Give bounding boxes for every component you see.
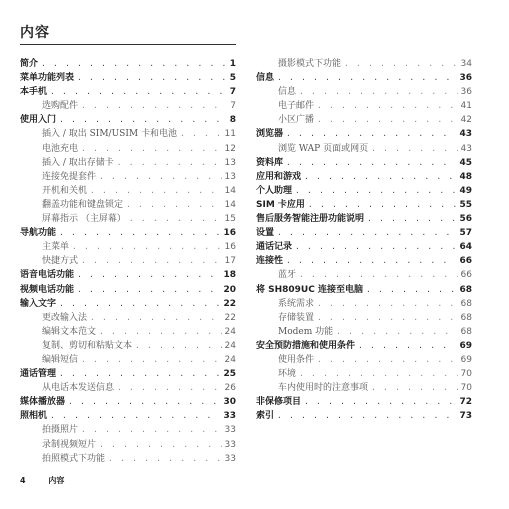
toc-entry-section[interactable] xyxy=(20,170,236,184)
toc-page-number: 14 xyxy=(224,199,236,210)
toc-entry-title: 照相机 xyxy=(20,411,48,422)
toc-dot-leader xyxy=(304,395,456,409)
toc-page-number: 69 xyxy=(459,340,472,351)
toc-dot-leader xyxy=(317,353,458,367)
toc-dot-leader xyxy=(295,240,456,254)
toc-entry-title: 插入 / 取出 SIM/USIM 卡和电池 xyxy=(42,129,177,140)
toc-entry-title: 应用和游戏 xyxy=(256,171,302,182)
toc-dot-leader xyxy=(59,297,220,311)
toc-entry-title: 环境 xyxy=(278,369,297,380)
toc-entry-chapter[interactable] xyxy=(256,240,472,254)
toc-dot-leader xyxy=(277,226,456,240)
toc-entry-section[interactable] xyxy=(256,311,472,325)
toc-entry-chapter[interactable] xyxy=(256,212,472,226)
toc-entry-title: 电子邮件 xyxy=(278,101,315,112)
toc-entry-title: 连接免提套件 xyxy=(42,171,97,182)
toc-entry-section[interactable] xyxy=(20,240,236,254)
toc-entry-section[interactable] xyxy=(20,353,236,367)
toc-page-number: 24 xyxy=(224,326,236,337)
toc-entry-title: 媒体播放器 xyxy=(20,397,66,408)
toc-entry-chapter[interactable] xyxy=(256,184,472,198)
toc-entry-title: 个人助理 xyxy=(256,185,293,196)
toc-entry-section[interactable] xyxy=(20,142,236,156)
toc-entry-chapter[interactable] xyxy=(20,85,236,99)
toc-entry-section[interactable] xyxy=(20,423,236,437)
toc-entry-chapter[interactable] xyxy=(256,339,472,353)
toc-dot-leader xyxy=(317,99,458,113)
toc-dot-leader xyxy=(317,113,458,127)
toc-entry-section[interactable] xyxy=(256,268,472,282)
toc-page-number: 20 xyxy=(223,284,236,295)
toc-entry-section[interactable] xyxy=(256,325,472,339)
toc-entry-title: 设置 xyxy=(256,228,275,239)
toc-dot-leader xyxy=(129,212,222,226)
toc-page-number: 16 xyxy=(223,228,236,239)
toc-entry-section[interactable] xyxy=(20,127,236,141)
toc-dot-leader xyxy=(72,240,222,254)
toc-entry-section[interactable] xyxy=(256,353,472,367)
toc-entry-title: 本手机 xyxy=(20,87,48,98)
toc-page-number: 68 xyxy=(460,298,472,309)
toc-page-number: 57 xyxy=(459,228,472,239)
toc-entry-title: 存储装置 xyxy=(278,312,315,323)
toc-page-number: 68 xyxy=(460,312,472,323)
toc-dot-leader xyxy=(59,113,227,127)
toc-entry-section[interactable] xyxy=(256,142,472,156)
toc-dot-leader xyxy=(81,99,227,113)
toc-page-number: 1 xyxy=(229,59,236,69)
toc-page-number: 22 xyxy=(223,298,236,309)
toc-dot-leader xyxy=(99,170,222,184)
toc-entry-chapter[interactable] xyxy=(20,226,236,240)
toc-page-number: 26 xyxy=(224,383,236,394)
toc-page-number: 33 xyxy=(224,439,236,450)
toc-page-number: 48 xyxy=(459,171,472,182)
toc-entry-section[interactable] xyxy=(20,325,236,339)
toc-dot-leader xyxy=(277,71,456,85)
toc-entry-title: 复制、剪切和粘贴文本 xyxy=(42,340,133,351)
page-footer xyxy=(20,475,84,486)
toc-page-number: 18 xyxy=(223,270,236,281)
toc-dot-leader xyxy=(304,170,456,184)
toc-entry-section[interactable] xyxy=(20,381,236,395)
toc-entry-title: 编辑文本范文 xyxy=(42,326,97,337)
toc-entry-title: 输入文字 xyxy=(20,298,57,309)
toc-entry-title: 资料库 xyxy=(256,157,284,168)
toc-entry-title: 浏览 WAP 页面或网页 xyxy=(278,143,369,154)
toc-dot-leader xyxy=(295,184,456,198)
toc-entry-title: 通话记录 xyxy=(256,242,293,253)
footer-page-number: 4 xyxy=(20,476,26,485)
toc-entry-chapter[interactable] xyxy=(20,268,236,282)
toc-entry-section[interactable] xyxy=(256,113,472,127)
toc-dot-leader xyxy=(99,438,222,452)
toc-entry-chapter[interactable] xyxy=(256,254,472,268)
toc-entry-chapter[interactable] xyxy=(256,71,472,85)
toc-page-number: 34 xyxy=(460,59,472,69)
toc-page-number: 41 xyxy=(460,101,472,112)
toc-entry-chapter[interactable] xyxy=(256,170,472,184)
toc-page-number: 56 xyxy=(459,214,472,225)
toc-page-number: 33 xyxy=(224,425,236,436)
toc-entry-section[interactable] xyxy=(20,339,236,353)
toc-page-number: 24 xyxy=(224,340,236,351)
toc-page-number: 13 xyxy=(224,171,236,182)
toc-dot-leader xyxy=(77,71,227,85)
toc-entry-chapter[interactable] xyxy=(256,395,472,409)
toc-entry-title: SIM 卡应用 xyxy=(256,199,305,210)
toc-entry-title: 通话管理 xyxy=(20,369,57,380)
toc-dot-leader xyxy=(299,85,458,99)
footer-section-label: 内容 xyxy=(48,476,65,485)
toc-page-number: 68 xyxy=(460,326,472,337)
toc-dot-leader xyxy=(371,381,458,395)
toc-dot-leader xyxy=(90,311,222,325)
toc-entry-title: 开机和关机 xyxy=(42,185,88,196)
toc-page-number: 64 xyxy=(459,242,472,253)
toc-entry-title: 主菜单 xyxy=(42,242,70,253)
toc-page-number: 66 xyxy=(460,270,472,281)
toc-entry-title: 系统需求 xyxy=(278,298,315,309)
toc-dot-leader xyxy=(77,268,220,282)
toc-page-number: 49 xyxy=(459,185,472,196)
toc-entry-section[interactable] xyxy=(256,85,472,99)
toc-entry-title: 将 SH809UC 连接至电脑 xyxy=(256,284,363,295)
toc-entry-chapter[interactable] xyxy=(256,156,472,170)
toc-entry-title: 从电话本发送信息 xyxy=(42,383,115,394)
toc-entry-title: 菜单功能列表 xyxy=(20,73,75,84)
toc-dot-leader xyxy=(81,353,222,367)
toc-entry-title: 语音电话功能 xyxy=(20,270,75,281)
toc-entry-title: 翻盖功能和键盘锁定 xyxy=(42,199,124,210)
toc-page-number: 16 xyxy=(224,242,236,253)
toc-dot-leader xyxy=(180,127,222,141)
toc-entry-section[interactable] xyxy=(20,254,236,268)
toc-entry-title: 编辑短信 xyxy=(42,354,79,365)
toc-dot-leader xyxy=(367,212,456,226)
toc-page-number: 43 xyxy=(459,129,472,140)
toc-entry-title: 摄影模式下功能 xyxy=(278,59,342,69)
toc-page-number: 55 xyxy=(459,199,472,210)
toc-column-left xyxy=(20,57,236,466)
toc-dot-leader xyxy=(59,226,220,240)
toc-page-number: 13 xyxy=(224,157,236,168)
toc-entry-title: 简介 xyxy=(20,59,39,69)
toc-page-number: 33 xyxy=(224,453,236,464)
toc-entry-title: 车内使用时的注意事项 xyxy=(278,383,369,394)
toc-dot-leader xyxy=(117,381,222,395)
toc-page-number: 69 xyxy=(460,354,472,365)
toc-page-number: 70 xyxy=(460,369,472,380)
toc-entry-chapter[interactable] xyxy=(256,226,472,240)
toc-entry-chapter[interactable] xyxy=(20,57,236,71)
toc-dot-leader xyxy=(117,156,222,170)
toc-entry-title: 使用条件 xyxy=(278,354,315,365)
toc-entry-chapter[interactable] xyxy=(20,71,236,85)
toc-entry-section[interactable] xyxy=(20,452,236,466)
toc-entry-section[interactable] xyxy=(256,99,472,113)
toc-dot-leader xyxy=(126,198,222,212)
toc-entry-section[interactable] xyxy=(256,367,472,381)
toc-dot-leader xyxy=(277,409,456,423)
toc-entry-title: 更改输入法 xyxy=(42,312,88,323)
toc-page-number: 72 xyxy=(459,397,472,408)
toc-dot-leader xyxy=(344,57,458,71)
toc-page-number: 25 xyxy=(223,369,236,380)
toc-entry-title: 快捷方式 xyxy=(42,256,79,267)
toc-page-number: 33 xyxy=(223,411,236,422)
toc-dot-leader xyxy=(358,339,456,353)
toc-entry-section[interactable] xyxy=(20,99,236,113)
toc-entry-chapter[interactable] xyxy=(256,198,472,212)
toc-page-number: 14 xyxy=(224,185,236,196)
toc-dot-leader xyxy=(90,184,222,198)
toc-entry-section[interactable] xyxy=(20,156,236,170)
toc-page-number: 36 xyxy=(460,87,472,98)
toc-dot-leader xyxy=(371,142,457,156)
toc-column-right xyxy=(256,57,472,423)
toc-page-number: 30 xyxy=(223,397,236,408)
toc-entry-section[interactable] xyxy=(256,297,472,311)
toc-page-number: 11 xyxy=(224,129,236,140)
title-divider xyxy=(20,44,236,45)
toc-dot-leader xyxy=(317,311,458,325)
toc-dot-leader xyxy=(50,409,220,423)
toc-dot-leader xyxy=(366,283,456,297)
toc-entry-chapter[interactable] xyxy=(20,283,236,297)
toc-page-number: 66 xyxy=(459,256,472,267)
toc-entry-section[interactable] xyxy=(256,57,472,71)
toc-page-number: 42 xyxy=(460,115,472,126)
toc-page-number: 17 xyxy=(224,256,236,267)
toc-entry-chapter[interactable] xyxy=(20,367,236,381)
toc-entry-title: 索引 xyxy=(256,411,275,422)
toc-dot-leader xyxy=(317,297,458,311)
toc-page-number: 15 xyxy=(224,214,236,225)
toc-entry-title: 蓝牙 xyxy=(278,270,297,281)
toc-dot-leader xyxy=(81,423,222,437)
toc-dot-leader xyxy=(299,268,458,282)
toc-entry-chapter[interactable] xyxy=(256,127,472,141)
toc-entry-title: 使用入门 xyxy=(20,115,57,126)
toc-page-number: 24 xyxy=(224,354,236,365)
toc-page-number: 36 xyxy=(459,73,472,84)
toc-entry-title: 售后服务智能注册功能说明 xyxy=(256,214,365,225)
toc-entry-title: 拍摄照片 xyxy=(42,425,79,436)
toc-entry-title: 浏览器 xyxy=(256,129,284,140)
toc-entry-section[interactable] xyxy=(20,212,236,226)
toc-page-number: 70 xyxy=(460,383,472,394)
toc-dot-leader xyxy=(41,57,227,71)
toc-dot-leader xyxy=(50,85,227,99)
toc-entry-title: 选购配件 xyxy=(42,101,79,112)
toc-entry-chapter[interactable] xyxy=(20,113,236,127)
toc-entry-chapter[interactable] xyxy=(20,409,236,423)
toc-entry-chapter[interactable] xyxy=(20,395,236,409)
page-title: 内容 xyxy=(20,25,50,41)
toc-entry-title: Modem 功能 xyxy=(278,326,334,337)
toc-entry-title: 拍照模式下功能 xyxy=(42,453,106,464)
toc-dot-leader xyxy=(68,395,220,409)
toc-dot-leader xyxy=(308,198,457,212)
toc-page-number: 45 xyxy=(459,157,472,168)
toc-dot-leader xyxy=(135,339,222,353)
toc-dot-leader xyxy=(286,254,456,268)
toc-entry-section[interactable] xyxy=(20,311,236,325)
toc-entry-title: 录制视频短片 xyxy=(42,439,97,450)
toc-entry-chapter[interactable] xyxy=(256,283,472,297)
toc-entry-section[interactable] xyxy=(20,198,236,212)
toc-entry-section[interactable] xyxy=(20,184,236,198)
toc-page-number: 68 xyxy=(459,284,472,295)
toc-dot-leader xyxy=(81,142,222,156)
toc-entry-title: 安全预防措施和使用条件 xyxy=(256,340,356,351)
toc-page-number: 7 xyxy=(229,87,236,98)
toc-entry-title: 非保修项目 xyxy=(256,397,302,408)
toc-entry-title: 电池充电 xyxy=(42,143,79,154)
toc-entry-section[interactable] xyxy=(256,381,472,395)
toc-entry-title: 连接性 xyxy=(256,256,284,267)
toc-dot-leader xyxy=(286,156,456,170)
toc-dot-leader xyxy=(99,325,222,339)
toc-page-number: 73 xyxy=(459,411,472,422)
toc-dot-leader xyxy=(81,254,222,268)
toc-entry-section[interactable] xyxy=(20,438,236,452)
toc-entry-title: 信息 xyxy=(256,73,275,84)
toc-entry-title: 视频电话功能 xyxy=(20,284,75,295)
toc-entry-title: 信息 xyxy=(278,87,297,98)
toc-page-number: 7 xyxy=(230,101,236,112)
toc-entry-title: 插入 / 取出存储卡 xyxy=(42,157,114,168)
toc-page-number: 43 xyxy=(460,143,472,154)
toc-page-number: 5 xyxy=(229,73,236,84)
toc-entry-chapter[interactable] xyxy=(256,409,472,423)
toc-dot-leader xyxy=(299,367,458,381)
toc-dot-leader xyxy=(77,283,220,297)
toc-dot-leader xyxy=(108,452,222,466)
toc-page-number: 22 xyxy=(224,312,236,323)
toc-dot-leader xyxy=(59,367,220,381)
toc-page-number: 8 xyxy=(229,115,236,126)
toc-dot-leader xyxy=(286,127,456,141)
toc-entry-title: 小区广播 xyxy=(278,115,315,126)
toc-page-number: 12 xyxy=(224,143,236,154)
toc-entry-title: 导航功能 xyxy=(20,228,57,239)
toc-dot-leader xyxy=(336,325,457,339)
toc-entry-chapter[interactable] xyxy=(20,297,236,311)
toc-entry-title: 屏幕指示 （主屏幕） xyxy=(42,214,126,225)
